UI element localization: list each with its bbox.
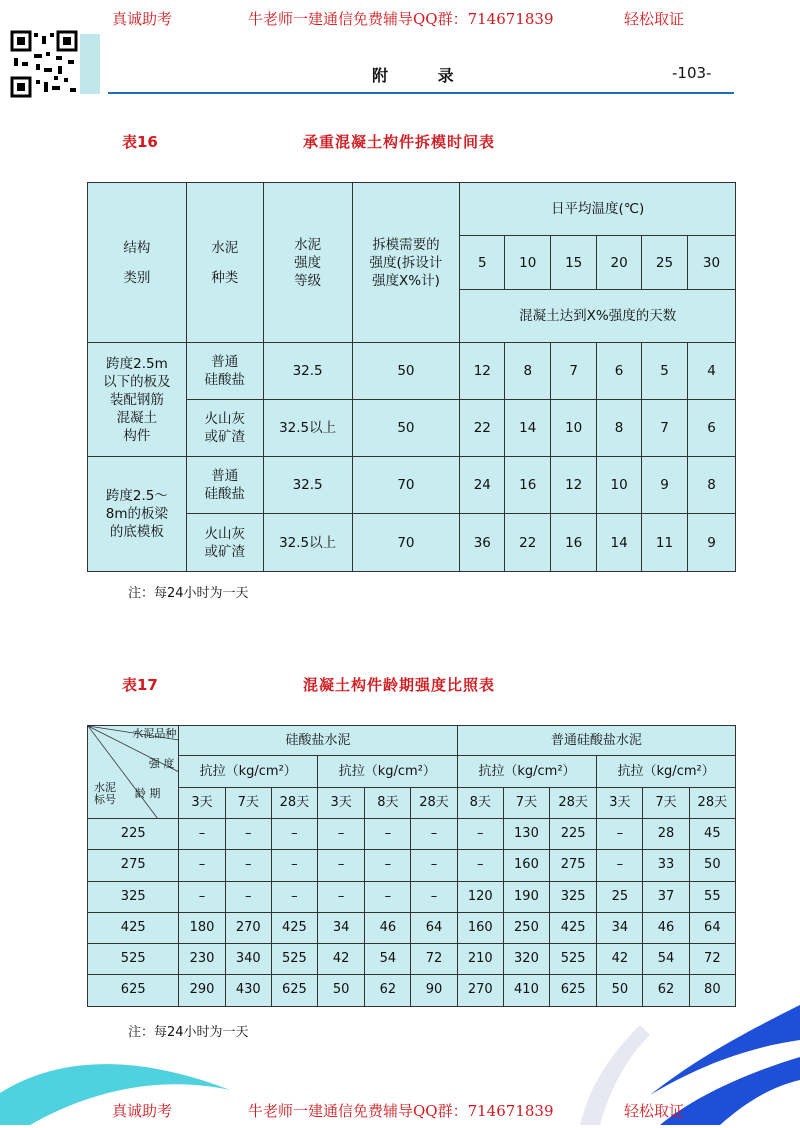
age-header: 3天: [597, 788, 643, 819]
value-cell: 320: [503, 943, 549, 974]
days-cell: 12: [551, 457, 597, 514]
value-cell: 54: [643, 943, 689, 974]
value-cell: –: [271, 850, 317, 881]
value-cell: 410: [503, 974, 549, 1006]
value-cell: –: [365, 819, 411, 850]
days-cell: 8: [687, 457, 735, 514]
age-header: 3天: [318, 788, 365, 819]
tension-header: 抗拉（kg/cm²）: [457, 756, 597, 788]
grade-cell: 32.5: [263, 343, 352, 400]
value-cell: 72: [411, 943, 457, 974]
value-cell: 64: [689, 912, 735, 943]
value-cell: 430: [225, 974, 271, 1006]
days-cell: 11: [642, 514, 688, 572]
header-temp: 10: [505, 236, 551, 290]
header-days-label: 混凝土达到X%强度的天数: [460, 290, 736, 343]
value-cell: 62: [365, 974, 411, 1006]
age-header: 28天: [411, 788, 457, 819]
value-cell: –: [225, 850, 271, 881]
value-cell: 25: [597, 881, 643, 912]
value-cell: –: [597, 850, 643, 881]
banner-left: 真诚助考: [112, 10, 173, 28]
grade-cell: 225: [88, 819, 179, 850]
value-cell: 90: [411, 974, 457, 1006]
days-cell: 22: [460, 400, 505, 457]
value-cell: 275: [550, 850, 597, 881]
value-cell: 54: [365, 943, 411, 974]
grade-cell: 625: [88, 974, 179, 1006]
group-header: 普通硅酸盐水泥: [457, 726, 735, 756]
strength-cell: 50: [352, 343, 460, 400]
value-cell: 42: [318, 943, 365, 974]
value-cell: 46: [643, 912, 689, 943]
header-cement: 水泥 种类: [186, 183, 263, 343]
grade-cell: 32.5以上: [263, 514, 352, 572]
cement-cell: 火山灰 或矿渣: [186, 400, 263, 457]
value-cell: –: [179, 881, 225, 912]
value-cell: 120: [457, 881, 503, 912]
days-cell: 6: [597, 343, 642, 400]
header-temp: 5: [460, 236, 505, 290]
grade-cell: 425: [88, 912, 179, 943]
value-cell: 270: [225, 912, 271, 943]
banner-left: 真诚助考: [112, 1102, 173, 1120]
value-cell: 33: [643, 850, 689, 881]
value-cell: –: [365, 850, 411, 881]
value-cell: –: [179, 819, 225, 850]
value-cell: 42: [597, 943, 643, 974]
value-cell: –: [225, 881, 271, 912]
value-cell: 340: [225, 943, 271, 974]
group-header: 硅酸盐水泥: [179, 726, 457, 756]
table-row: [88, 912, 736, 943]
value-cell: 62: [643, 974, 689, 1006]
bottom-banner: [0, 1092, 800, 1128]
age-header: 7天: [643, 788, 689, 819]
value-cell: 225: [550, 819, 597, 850]
days-cell: 8: [597, 400, 642, 457]
header-temp: 30: [687, 236, 735, 290]
grade-cell: 32.5以上: [263, 400, 352, 457]
table17-note: 注：每24小时为一天: [128, 1025, 249, 1040]
days-cell: 16: [551, 514, 597, 572]
table17: [87, 725, 736, 1007]
value-cell: –: [365, 881, 411, 912]
value-cell: –: [318, 819, 365, 850]
grade-cell: 32.5: [263, 457, 352, 514]
days-cell: 16: [505, 457, 551, 514]
header-rule: [108, 92, 734, 94]
header-structure: 结构 类别: [88, 183, 187, 343]
value-cell: –: [411, 881, 457, 912]
value-cell: 55: [689, 881, 735, 912]
value-cell: –: [411, 819, 457, 850]
header-temp: 20: [597, 236, 642, 290]
table16-note: 注：每24小时为一天: [128, 586, 249, 601]
corner-grade: 水泥 标号: [94, 781, 116, 806]
days-cell: 5: [642, 343, 688, 400]
table-row: [88, 943, 736, 974]
strength-cell: 70: [352, 457, 460, 514]
days-cell: 9: [642, 457, 688, 514]
value-cell: 525: [550, 943, 597, 974]
strength-cell: 50: [352, 400, 460, 457]
header-strength: 拆模需要的 强度(拆设计 强度X%计): [352, 183, 460, 343]
grade-cell: 275: [88, 850, 179, 881]
value-cell: 180: [179, 912, 225, 943]
value-cell: –: [225, 819, 271, 850]
value-cell: 64: [411, 912, 457, 943]
days-cell: 10: [597, 457, 642, 514]
value-cell: –: [179, 850, 225, 881]
age-header: 8天: [365, 788, 411, 819]
value-cell: 37: [643, 881, 689, 912]
cement-cell: 普通 硅酸盐: [186, 457, 263, 514]
header-temp: 25: [642, 236, 688, 290]
days-cell: 24: [460, 457, 505, 514]
age-header: 28天: [550, 788, 597, 819]
days-cell: 6: [687, 400, 735, 457]
age-row: [88, 788, 736, 819]
category-cell: 跨度2.5～ 8m的板梁 的底模板: [88, 457, 187, 572]
table-row: [88, 850, 736, 881]
value-cell: 50: [689, 850, 735, 881]
tension-header: 抗拉（kg/cm²）: [318, 756, 458, 788]
grade-cell: 325: [88, 881, 179, 912]
age-header: 8天: [457, 788, 503, 819]
banner-middle: 牛老师一建通信免费辅导QQ群：714671839: [248, 10, 554, 28]
table16: [87, 182, 736, 572]
value-cell: 425: [271, 912, 317, 943]
value-cell: 210: [457, 943, 503, 974]
cement-cell: 普通 硅酸盐: [186, 343, 263, 400]
banner-right: 轻松取证: [624, 1102, 685, 1120]
corner-strength: 强 度: [148, 757, 175, 770]
days-cell: 22: [505, 514, 551, 572]
value-cell: 190: [503, 881, 549, 912]
grade-cell: 525: [88, 943, 179, 974]
table-row: [88, 819, 736, 850]
days-cell: 12: [460, 343, 505, 400]
value-cell: 160: [503, 850, 549, 881]
value-cell: 625: [271, 974, 317, 1006]
value-cell: 130: [503, 819, 549, 850]
value-cell: 34: [597, 912, 643, 943]
cement-cell: 火山灰 或矿渣: [186, 514, 263, 572]
value-cell: 525: [271, 943, 317, 974]
table16-number: 表16: [122, 133, 158, 151]
value-cell: 46: [365, 912, 411, 943]
age-header: 28天: [689, 788, 735, 819]
tension-header: 抗拉（kg/cm²）: [179, 756, 318, 788]
value-cell: –: [411, 850, 457, 881]
tension-header: 抗拉（kg/cm²）: [597, 756, 736, 788]
value-cell: 270: [457, 974, 503, 1006]
value-cell: –: [597, 819, 643, 850]
value-cell: –: [457, 819, 503, 850]
value-cell: 250: [503, 912, 549, 943]
banner-middle: 牛老师一建通信免费辅导QQ群：714671839: [248, 1102, 554, 1120]
page-number: -103-: [672, 64, 712, 82]
days-cell: 7: [642, 400, 688, 457]
value-cell: –: [457, 850, 503, 881]
value-cell: 50: [318, 974, 365, 1006]
days-cell: 4: [687, 343, 735, 400]
value-cell: –: [271, 881, 317, 912]
days-cell: 36: [460, 514, 505, 572]
qr-code-image: [10, 30, 102, 98]
value-cell: 290: [179, 974, 225, 1006]
days-cell: 7: [551, 343, 597, 400]
header-grade: 水泥 强度 等级: [263, 183, 352, 343]
header-temp-group: 日平均温度(℃): [460, 183, 736, 236]
header-temp: 15: [551, 236, 597, 290]
age-header: 3天: [179, 788, 225, 819]
value-cell: 28: [643, 819, 689, 850]
corner-age: 龄 期: [134, 787, 161, 800]
days-cell: 9: [687, 514, 735, 572]
table16-title: 承重混凝土构件拆模时间表: [303, 133, 496, 151]
value-cell: 625: [550, 974, 597, 1006]
age-header: 28天: [271, 788, 317, 819]
value-cell: 160: [457, 912, 503, 943]
value-cell: –: [271, 819, 317, 850]
age-header: 7天: [503, 788, 549, 819]
corner-kind: 水泥品种: [132, 727, 177, 740]
value-cell: 34: [318, 912, 365, 943]
table17-body: [88, 819, 736, 1007]
page-header-title: 附 录: [372, 66, 476, 85]
days-cell: 8: [505, 343, 551, 400]
age-header: 7天: [225, 788, 271, 819]
days-cell: 14: [505, 400, 551, 457]
value-cell: 72: [689, 943, 735, 974]
value-cell: 230: [179, 943, 225, 974]
value-cell: 325: [550, 881, 597, 912]
days-cell: 10: [551, 400, 597, 457]
value-cell: 50: [597, 974, 643, 1006]
top-banner: [0, 0, 800, 36]
days-cell: 14: [597, 514, 642, 572]
strength-cell: 70: [352, 514, 460, 572]
value-cell: –: [318, 850, 365, 881]
value-cell: 45: [689, 819, 735, 850]
table-row: [88, 881, 736, 912]
table17-number: 表17: [122, 676, 158, 694]
corner-header: [88, 726, 179, 819]
table17-title: 混凝土构件龄期强度比照表: [303, 676, 496, 694]
value-cell: 425: [550, 912, 597, 943]
banner-right: 轻松取证: [624, 10, 685, 28]
category-cell: 跨度2.5m 以下的板及 装配钢筋 混凝土 构件: [88, 343, 187, 457]
value-cell: 80: [689, 974, 735, 1006]
value-cell: –: [318, 881, 365, 912]
